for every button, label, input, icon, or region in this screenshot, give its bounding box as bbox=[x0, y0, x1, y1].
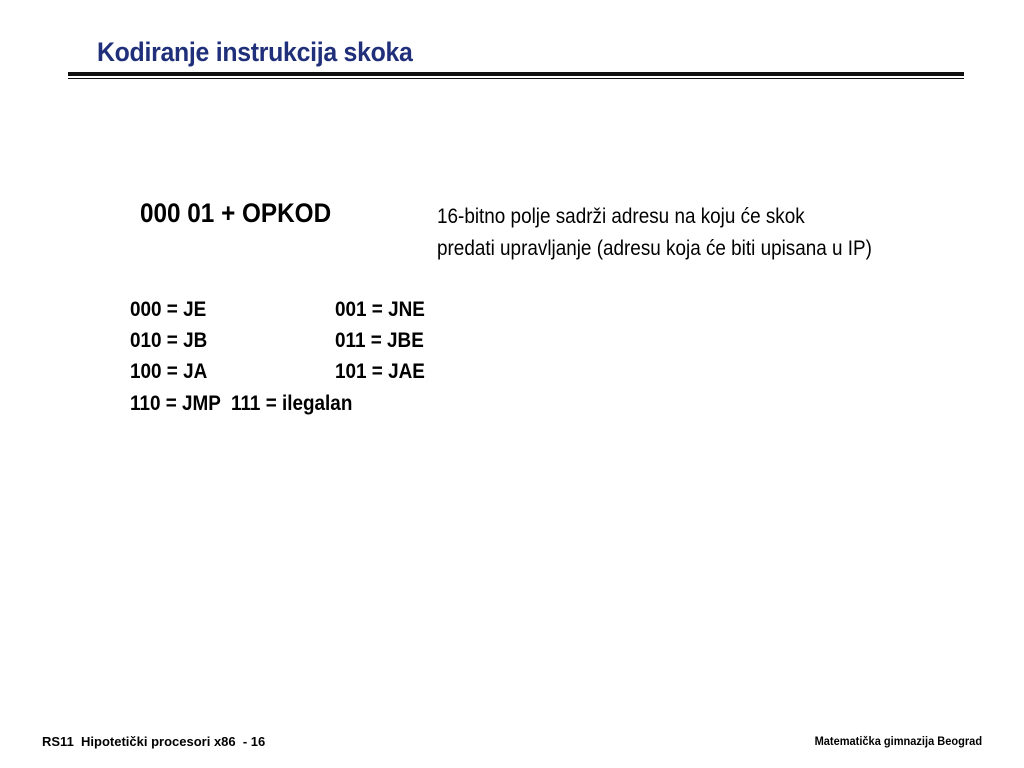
opcode-format: 000 01 + OPKOD bbox=[140, 198, 332, 228]
code-jbe: 011 = JBE bbox=[335, 329, 424, 352]
description-line-1: 16-bitno polje sadrži adresu na koju će skok bbox=[437, 205, 805, 228]
code-ilegalan: 111 = ilegalan bbox=[231, 392, 353, 415]
code-jmp: 110 = JMP bbox=[130, 392, 221, 415]
code-jb: 010 = JB bbox=[130, 329, 208, 352]
footer-slide-info: RS11 Hipotetički procesori x86 - 16 bbox=[42, 734, 266, 749]
slide-title: Kodiranje instrukcija skoka bbox=[97, 37, 413, 67]
title-divider-thin bbox=[68, 78, 964, 79]
footer-school-name: Matematička gimnazija Beograd bbox=[814, 734, 982, 748]
code-jne: 001 = JNE bbox=[335, 298, 425, 321]
description-line-2: predati upravljanje (adresu koja će biti upisana u IP) bbox=[437, 237, 872, 260]
code-jae: 101 = JAE bbox=[335, 360, 425, 383]
code-ja: 100 = JA bbox=[130, 360, 208, 383]
code-je: 000 = JE bbox=[130, 298, 207, 321]
title-divider-thick bbox=[68, 72, 964, 76]
